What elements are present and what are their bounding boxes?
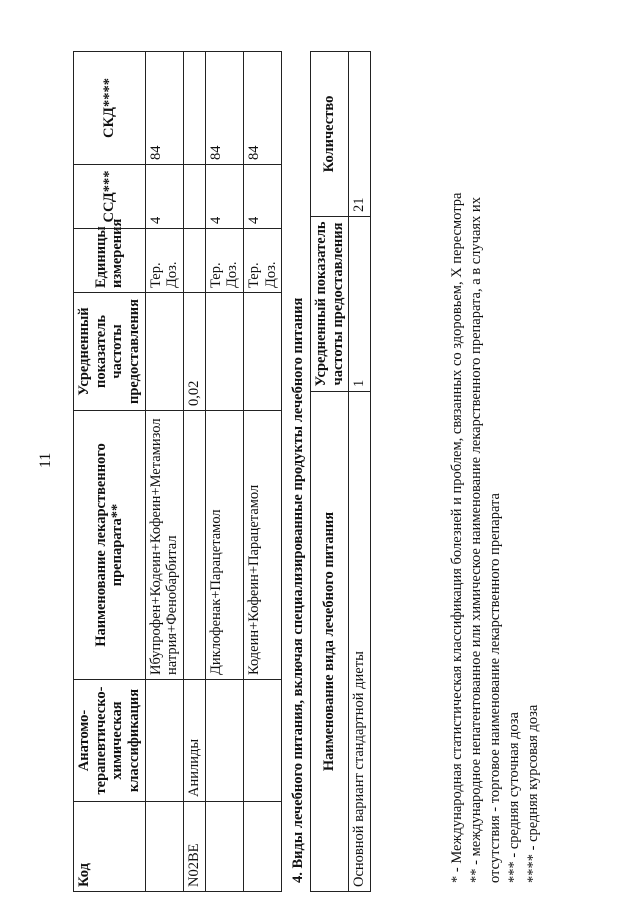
cell-code — [145, 802, 183, 892]
cell-freq — [244, 293, 282, 411]
footnote: * - Международная статистическая классификация болезней и проблем, связанных со здоровьем, X пересмотра — [449, 192, 465, 883]
cell-units: Тер. Доз. — [145, 229, 183, 293]
footnotes — [448, 43, 543, 883]
table-row — [349, 52, 371, 892]
cell-drug: Кодеин+Кофеин+Парацетамол — [244, 411, 282, 680]
cell-drug: Диклофенак+Парацетамол — [205, 411, 243, 680]
cell-freq — [205, 293, 243, 411]
header-nutrition-name: Наименование вида лечебного питания — [311, 392, 349, 892]
header-code: Код — [74, 802, 146, 892]
cell-skd: 84 — [244, 52, 282, 165]
table-row — [145, 52, 183, 892]
table-row — [205, 52, 243, 892]
cell-skd: 84 — [145, 52, 183, 165]
header-ssd: ССД*** — [74, 165, 146, 229]
cell-skd — [184, 52, 206, 165]
cell-code: N02BE — [184, 802, 206, 892]
cell-freq: 0,02 — [184, 293, 206, 411]
cell-freq — [145, 293, 183, 411]
table-header-row — [74, 52, 146, 892]
cell-nutrition-name: Основной вариант стандартной диеты — [349, 392, 371, 892]
cell-drug — [184, 411, 206, 680]
drug-table — [73, 51, 282, 892]
cell-atc: Анилиды — [184, 680, 206, 802]
cell-atc — [205, 680, 243, 802]
footnote: ** - международное непатентованное или химическое наименование лекарственного препарата, а в случаях их — [468, 197, 484, 883]
section-heading: 4. Виды лечебного питания, включая специализированные продукты лечебного питания — [290, 297, 306, 883]
header-atc: Анатомо-терапевтическо-химическая классификация — [74, 680, 146, 802]
footnote: отсутствия - торговое наименование лекарственного препарата — [487, 493, 503, 883]
footnote: **** - средняя курсовая доза — [525, 704, 541, 883]
cell-nutrition-qty: 21 — [349, 52, 371, 217]
header-skd: СКД**** — [74, 52, 146, 165]
cell-drug: Ибупрофен+Кодеин+Кофеин+Метамизол натрия+Фенобарбитал — [145, 411, 183, 680]
cell-units: Тер. Доз. — [244, 229, 282, 293]
cell-code — [244, 802, 282, 892]
cell-ssd — [184, 165, 206, 229]
cell-skd: 84 — [205, 52, 243, 165]
cell-code — [205, 802, 243, 892]
cell-ssd: 4 — [205, 165, 243, 229]
header-units: Единицы измерения — [74, 229, 146, 293]
table-row — [244, 52, 282, 892]
page-number: 11 — [37, 452, 54, 468]
cell-units — [184, 229, 206, 293]
cell-ssd: 4 — [244, 165, 282, 229]
cell-atc — [244, 680, 282, 802]
header-drug: Наименование лекарственного препарата** — [74, 411, 146, 680]
header-freq: Усредненный показатель частоты предоставления — [74, 293, 146, 411]
cell-ssd: 4 — [145, 165, 183, 229]
cell-units: Тер. Доз. — [205, 229, 243, 293]
header-nutrition-qty: Количество — [311, 52, 349, 217]
table-row — [184, 52, 206, 892]
header-nutrition-freq: Усредненный показатель частоты предоставления — [311, 217, 349, 392]
cell-atc — [145, 680, 183, 802]
cell-nutrition-freq: 1 — [349, 217, 371, 392]
footnote: *** - средняя суточная доза — [506, 712, 522, 883]
nutrition-table — [310, 51, 371, 892]
table-header-row — [311, 52, 349, 892]
